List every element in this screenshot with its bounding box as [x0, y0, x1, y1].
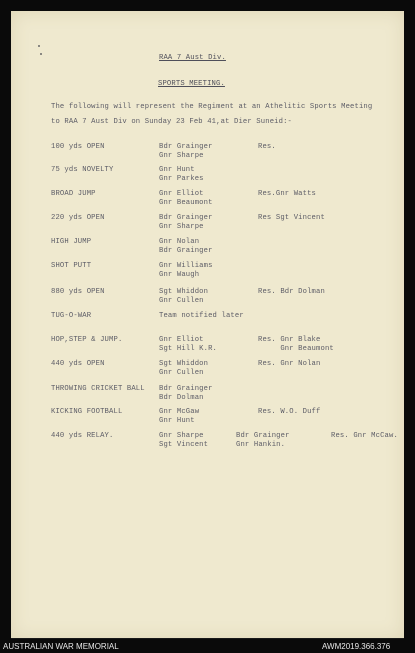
- footer-rule: [11, 638, 404, 639]
- event-name: THROWING CRICKET BALL: [51, 385, 145, 393]
- competitor-name: Bdr Grainger: [159, 214, 213, 222]
- competitor-name: Gnr Cullen: [159, 297, 204, 305]
- reserve-name: Res. W.O. Duff: [258, 408, 321, 416]
- reserve-name: Gnr Beaumont: [258, 345, 334, 353]
- competitor-name: Gnr Elliot: [159, 336, 204, 344]
- competitor-name: Sgt Hill K.R.: [159, 345, 218, 353]
- catalogue-number: AWM2019.366.376: [322, 642, 391, 651]
- competitor-name: Gnr Waugh: [159, 271, 200, 279]
- event-name: 100 yds OPEN: [51, 143, 105, 151]
- reserve-name: Res. Gnr McCaw.: [331, 432, 398, 440]
- document-subheading: SPORTS MEETING.: [158, 80, 225, 88]
- competitor-name: Bdr Grainger: [159, 247, 213, 255]
- competitor-name: Gnr Parkes: [159, 175, 204, 183]
- reserve-name: Bdr Grainger: [236, 432, 290, 440]
- competitor-name: Sgt Vincent: [159, 441, 209, 449]
- competitor-name: Gnr Elliot: [159, 190, 204, 198]
- competitor-name: Team notified later: [159, 312, 244, 320]
- document-heading: RAA 7 Aust Div.: [159, 54, 226, 62]
- competitor-name: Gnr Cullen: [159, 369, 204, 377]
- competitor-name: Bdr Dolman: [159, 394, 204, 402]
- competitor-name: Gnr Nolan: [159, 238, 200, 246]
- event-name: TUG-O-WAR: [51, 312, 92, 320]
- event-name: 220 yds OPEN: [51, 214, 105, 222]
- event-name: 440 yds OPEN: [51, 360, 105, 368]
- reserve-name: Res Sgt Vincent: [258, 214, 325, 222]
- competitor-name: Gnr Sharpe: [159, 152, 204, 160]
- competitor-name: Sgt Whiddon: [159, 288, 209, 296]
- event-name: KICKING FOOTBALL: [51, 408, 123, 416]
- punch-mark: [38, 45, 40, 47]
- competitor-name: Gnr McGaw: [159, 408, 200, 416]
- competitor-name: Gnr Beaumont: [159, 199, 213, 207]
- competitor-name: Gnr Sharpe: [159, 432, 204, 440]
- reserve-name: Res. Bdr Dolman: [258, 288, 325, 296]
- event-name: HIGH JUMP: [51, 238, 92, 246]
- competitor-name: Gnr Sharpe: [159, 223, 204, 231]
- competitor-name: Gnr Hunt: [159, 166, 195, 174]
- event-name: 75 yds NOVELTY: [51, 166, 114, 174]
- reserve-name: Res.: [258, 143, 276, 151]
- competitor-name: Gnr Williams: [159, 262, 213, 270]
- institution-label: AUSTRALIAN WAR MEMORIAL: [3, 642, 119, 651]
- event-name: HOP,STEP & JUMP.: [51, 336, 123, 344]
- reserve-name: Res. Gnr Blake: [258, 336, 321, 344]
- reserve-name: Res.Gnr Watts: [258, 190, 317, 198]
- competitor-name: Bdr Grainger: [159, 143, 213, 151]
- event-name: BROAD JUMP: [51, 190, 96, 198]
- punch-mark: [40, 53, 42, 55]
- intro-line: to RAA 7 Aust Div on Sunday 23 Feb 41,at Dier Suneid:-: [51, 118, 293, 126]
- competitor-name: Bdr Grainger: [159, 385, 213, 393]
- event-name: 440 yds RELAY.: [51, 432, 114, 440]
- reserve-name: Res. Gnr Nolan: [258, 360, 321, 368]
- intro-line: The following will represent the Regiment at an Athelitic Sports Meeting: [51, 103, 373, 111]
- event-name: 880 yds OPEN: [51, 288, 105, 296]
- reserve-name: Gnr Hankin.: [236, 441, 286, 449]
- competitor-name: Sgt Whiddon: [159, 360, 209, 368]
- competitor-name: Gnr Hunt: [159, 417, 195, 425]
- event-name: SHOT PUTT: [51, 262, 92, 270]
